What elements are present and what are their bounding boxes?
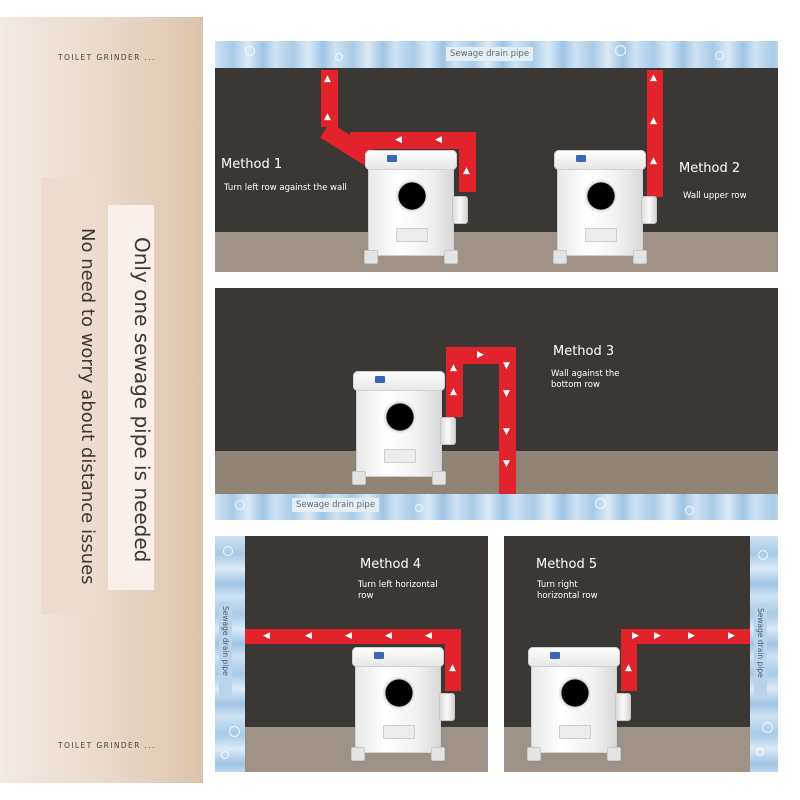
method-4-title: Method 4 [360,557,422,572]
headline-2: No need to worry about distance issues [77,227,98,585]
headline-box-1 [108,205,154,590]
floor [215,232,778,272]
drain-pipe-label-top: Sewage drain pipe [446,47,533,61]
flow-arrow-icon: ▲ [650,156,657,166]
panel-method-3 [215,288,778,520]
flow-arrow-icon: ▲ [463,166,470,176]
method-2-desc: Wall upper row [683,191,747,201]
floor [215,451,778,496]
flow-arrow-icon: ▲ [449,663,456,673]
flow-arrow-icon: ▶ [632,631,639,641]
grinder-pump-icon [356,373,442,485]
flow-arrow-icon: ▲ [450,387,457,397]
sidebar [0,17,203,783]
flow-arrow-icon: ▲ [625,663,632,673]
drain-pipe-label-middle: Sewage drain pipe [292,498,379,512]
flow-arrow-icon: ◀ [425,631,432,641]
method-3-title: Method 3 [553,344,615,359]
flow-arrow-icon: ▲ [650,73,657,83]
panel-methods-1-2 [215,41,778,272]
flow-arrow-icon: ▲ [324,112,331,122]
flow-arrow-icon: ◀ [305,631,312,641]
flow-arrow-icon: ▶ [654,631,661,641]
flow-arrow-icon: ▶ [728,631,735,641]
method-5-desc: Turn right horizontal row [537,580,598,601]
flow-arrow-icon: ▼ [503,361,510,371]
method-4-desc: Turn left horizontal row [358,580,438,601]
grinder-pump-icon [368,152,454,264]
flow-arrow-icon: ▲ [450,363,457,373]
flow-arrow-icon: ▲ [324,74,331,84]
headline-1: Only one sewage pipe is needed [130,236,154,563]
brand-top: TOILET GRINDER ... [58,53,156,62]
grinder-pump-icon [355,649,441,761]
headline-box-2 [41,177,98,615]
method-1-title: Method 1 [221,157,283,172]
method-3-desc: Wall against the bottom row [551,369,620,390]
panel-method-5 [504,536,778,772]
method-1-desc: Turn left row against the wall [224,183,347,193]
drain-pipe-label-right: Sewage drain pipe [754,604,767,698]
flow-arrow-icon: ◀ [263,631,270,641]
panel-method-4 [215,536,488,772]
grinder-pump-icon [557,152,643,264]
flow-arrow-icon: ◀ [435,135,442,145]
flow-arrow-icon: ◀ [345,631,352,641]
flow-arrow-icon: ▶ [688,631,695,641]
drain-pipe-label-left: Sewage drain pipe [219,602,232,696]
brand-bottom: TOILET GRINDER ... [58,741,156,750]
flow-arrow-icon: ▶ [477,350,484,360]
flow-arrow-icon: ▲ [650,116,657,126]
flow-arrow-icon: ◀ [385,631,392,641]
flow-arrow-icon: ▼ [503,427,510,437]
method-5-title: Method 5 [536,557,598,572]
grinder-pump-icon [531,649,617,761]
method-2-title: Method 2 [679,161,741,176]
flow-arrow-icon: ▼ [503,459,510,469]
flow-arrow-icon: ▼ [503,389,510,399]
flow-arrow-icon: ◀ [395,135,402,145]
